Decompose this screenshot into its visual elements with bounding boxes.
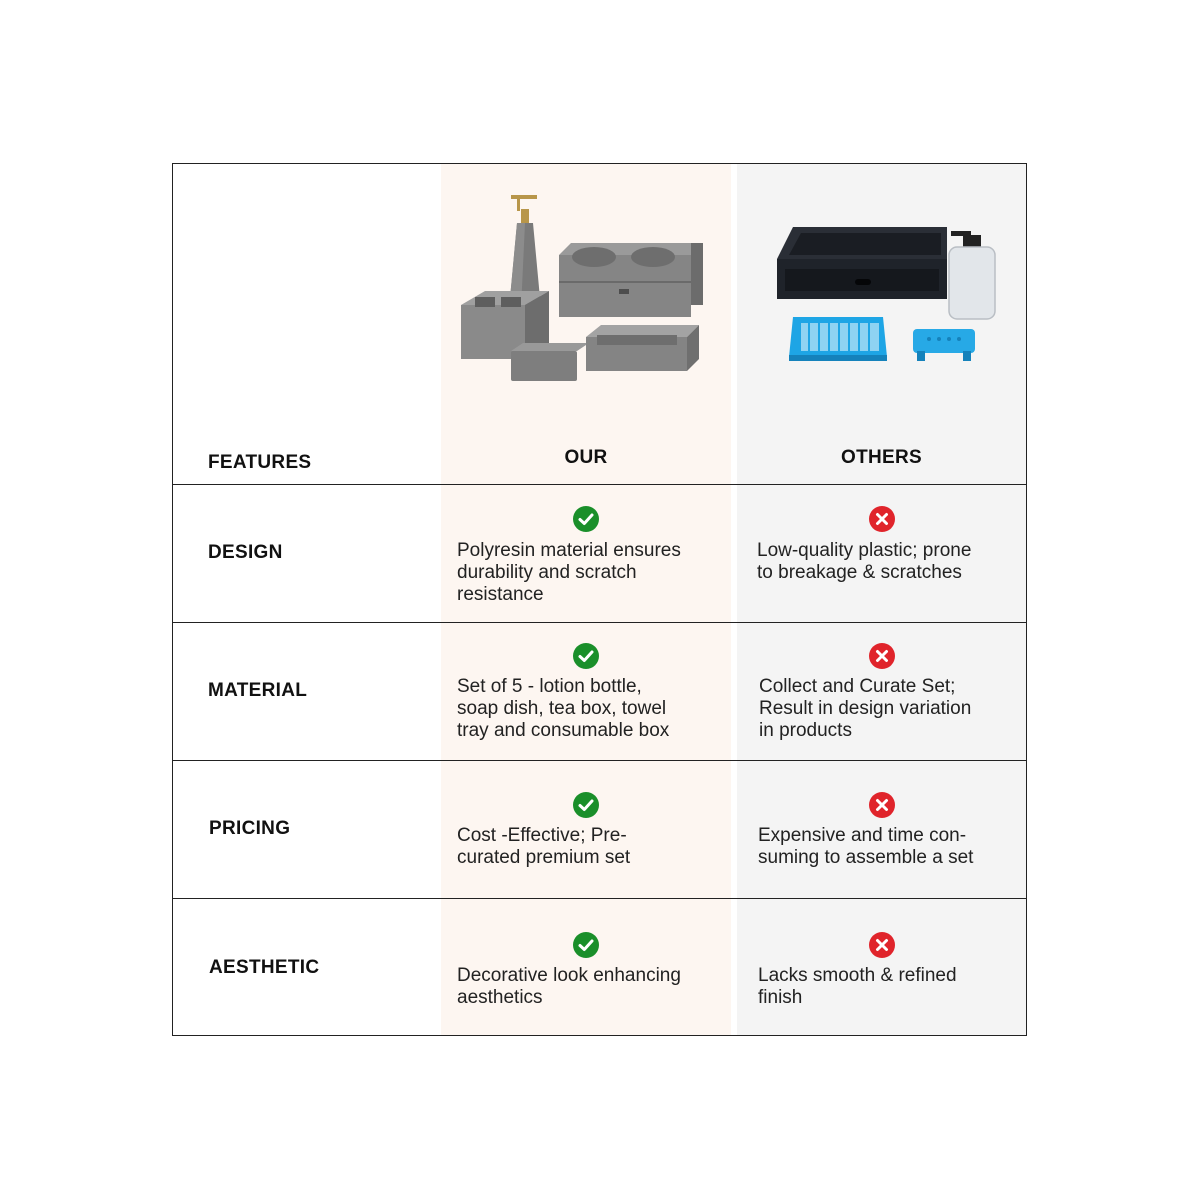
others-header: OTHERS	[841, 447, 922, 468]
our-product-image	[441, 169, 731, 407]
row-divider	[173, 622, 1026, 623]
row-divider	[173, 898, 1026, 899]
cross-circle-icon	[869, 506, 895, 532]
feature-label-pricing: PRICING	[209, 818, 291, 839]
row-divider	[173, 484, 1026, 485]
our-description-design: Polyresin material ensures durability and scratch resistance	[457, 540, 681, 605]
check-circle-icon	[573, 506, 599, 532]
feature-label-design: DESIGN	[208, 542, 283, 563]
our-header: OUR	[564, 447, 608, 468]
check-circle-icon	[573, 932, 599, 958]
our-description-material: Set of 5 - lotion bottle, soap dish, tea box, towel tray and consumable box	[457, 676, 670, 741]
our-description-aesthetic: Decorative look enhancing aesthetics	[457, 965, 681, 1008]
row-divider	[173, 760, 1026, 761]
cross-circle-icon	[869, 932, 895, 958]
others-description-design: Low-quality plastic; prone to breakage & scratches	[757, 540, 972, 583]
others-description-pricing: Expensive and time con- suming to assemble a set	[758, 825, 974, 868]
cross-circle-icon	[869, 792, 895, 818]
cross-circle-icon	[869, 643, 895, 669]
features-header: FEATURES	[208, 452, 312, 473]
feature-label-aesthetic: AESTHETIC	[209, 957, 320, 978]
others-product-image	[737, 169, 1026, 407]
check-circle-icon	[573, 643, 599, 669]
others-description-material: Collect and Curate Set; Result in design variation in products	[759, 676, 972, 741]
check-circle-icon	[573, 792, 599, 818]
feature-label-material: MATERIAL	[208, 680, 308, 701]
comparison-table	[172, 163, 1027, 1036]
our-description-pricing: Cost -Effective; Pre- curated premium set	[457, 825, 631, 868]
others-description-aesthetic: Lacks smooth & refined finish	[758, 965, 957, 1008]
